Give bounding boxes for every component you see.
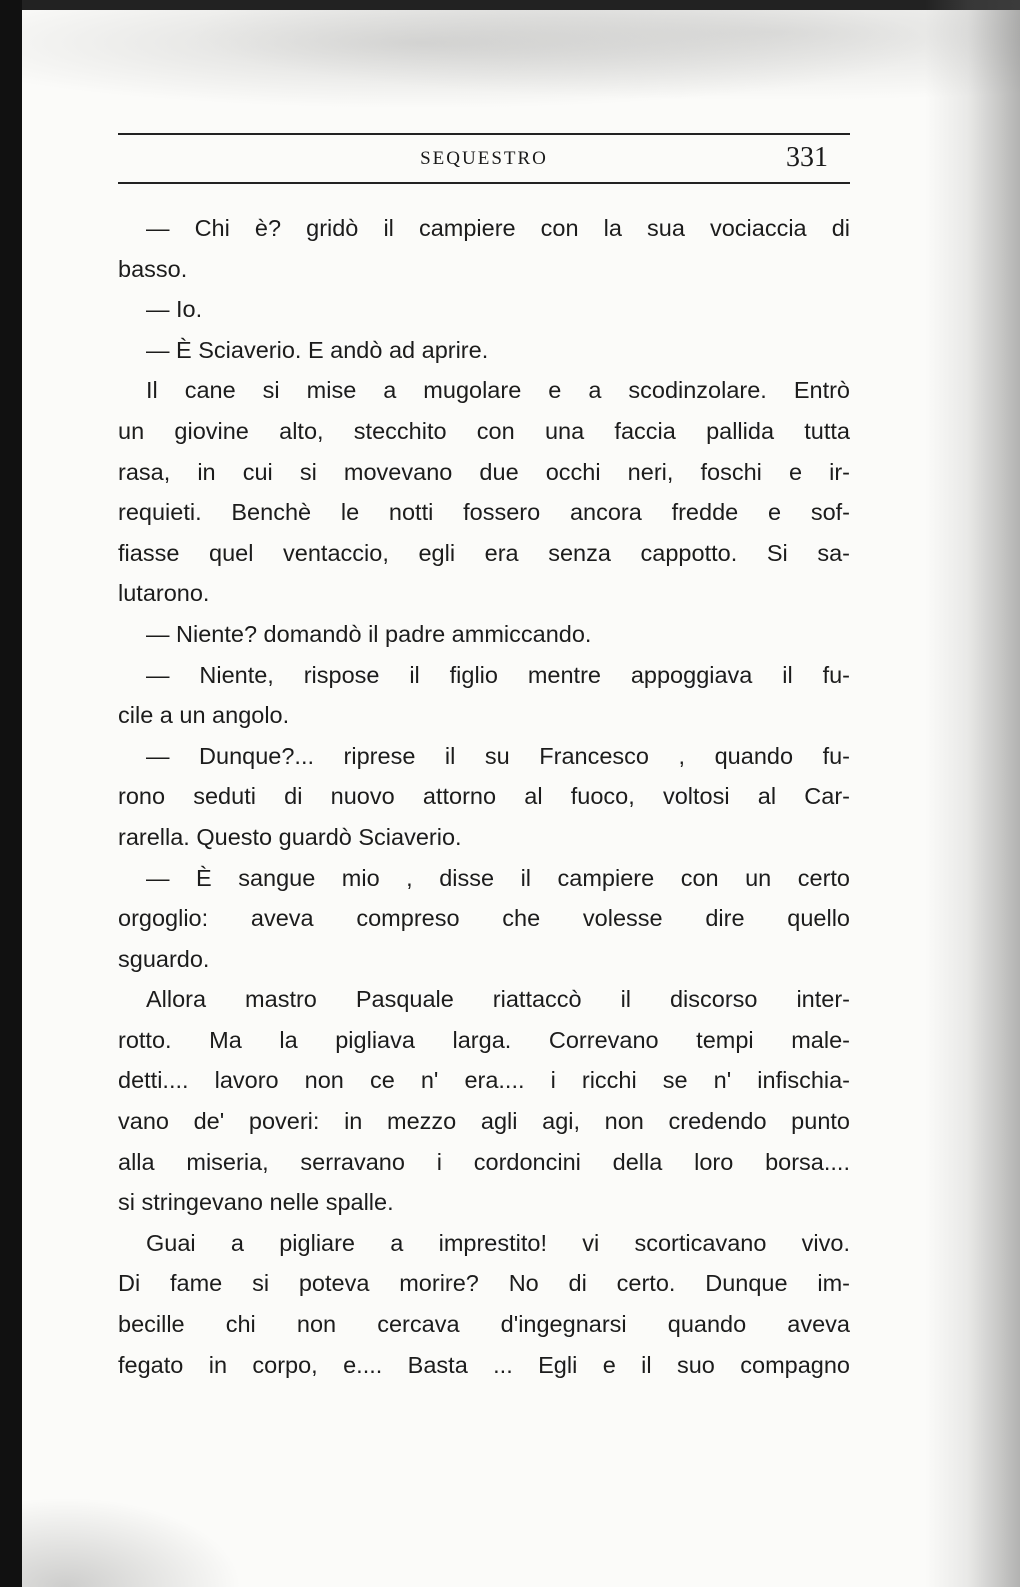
text-line: si stringevano nelle spalle.: [118, 1189, 394, 1216]
running-header: [118, 140, 850, 180]
body-text: [118, 208, 850, 1385]
running-title: SEQUESTRO: [420, 148, 548, 169]
text-line: fegato in corpo, e.... Basta ... Egli e il suo compagno: [118, 1351, 850, 1378]
text-line: lutarono.: [118, 580, 210, 607]
text-line: basso.: [118, 255, 188, 282]
text-line: — Io.: [146, 296, 203, 323]
page-top-edge: [0, 0, 1020, 10]
page-right-shadow: [925, 0, 1020, 1587]
text-line: vano de' poveri: in mezzo agli agi, non credendo punto: [118, 1108, 850, 1135]
text-line: becille chi non cercava d'ingegnarsi quando aveva: [118, 1311, 850, 1338]
text-line: rono seduti di nuovo attorno al fuoco, voltosi al Car-: [118, 783, 850, 810]
text-line: rotto. Ma la pigliava larga. Correvano tempi male-: [118, 1026, 850, 1053]
text-line: — È Sciaverio. E andò ad aprire.: [146, 336, 489, 363]
text-line: Allora mastro Pasquale riattaccò il discorso inter-: [146, 986, 850, 1013]
text-line: cile a un angolo.: [118, 702, 290, 729]
text-line: alla miseria, serravano i cordoncini della loro borsa....: [118, 1148, 850, 1175]
text-line: — Dunque?... riprese il su Francesco , quando fu-: [146, 742, 850, 769]
page-stain: [22, 10, 1020, 120]
text-line: rasa, in cui si movevano due occhi neri, foschi e ir-: [118, 458, 850, 485]
text-line: Guai a pigliare a imprestito! vi scorticavano vivo.: [146, 1229, 850, 1256]
page-corner-stain: [22, 1497, 242, 1587]
text-line: un giovine alto, stecchito con una faccia pallida tutta: [118, 417, 850, 444]
text-line: — Niente? domandò il padre ammiccando.: [146, 620, 592, 647]
header-rule-bottom: [118, 182, 850, 184]
page-binding-edge: [0, 0, 22, 1587]
text-line: rarella. Questo guardò Sciaverio.: [118, 823, 462, 850]
text-line: — È sangue mio , disse il campiere con un certo: [146, 864, 850, 891]
text-line: orgoglio: aveva compreso che volesse dire quello: [118, 905, 850, 932]
text-line: — Chi è? gridò il campiere con la sua vociaccia di: [146, 215, 850, 241]
text-line: — Niente, rispose il figlio mentre appoggiava il fu-: [146, 661, 850, 688]
text-line: requieti. Benchè le notti fossero ancora fredde e sof-: [118, 499, 850, 526]
header-rule-top: [118, 133, 850, 135]
text-line: detti.... lavoro non ce n' era.... i ricchi se n' infischia-: [118, 1067, 850, 1094]
page-number: 331: [786, 142, 828, 173]
text-line: Il cane si mise a mugolare e a scodinzolare. Entrò: [146, 377, 850, 404]
text-line: Di fame si poteva morire? No di certo. Dunque im-: [118, 1270, 850, 1297]
text-line: sguardo.: [118, 945, 210, 972]
text-line: fiasse quel ventaccio, egli era senza cappotto. Si sa-: [118, 539, 850, 566]
